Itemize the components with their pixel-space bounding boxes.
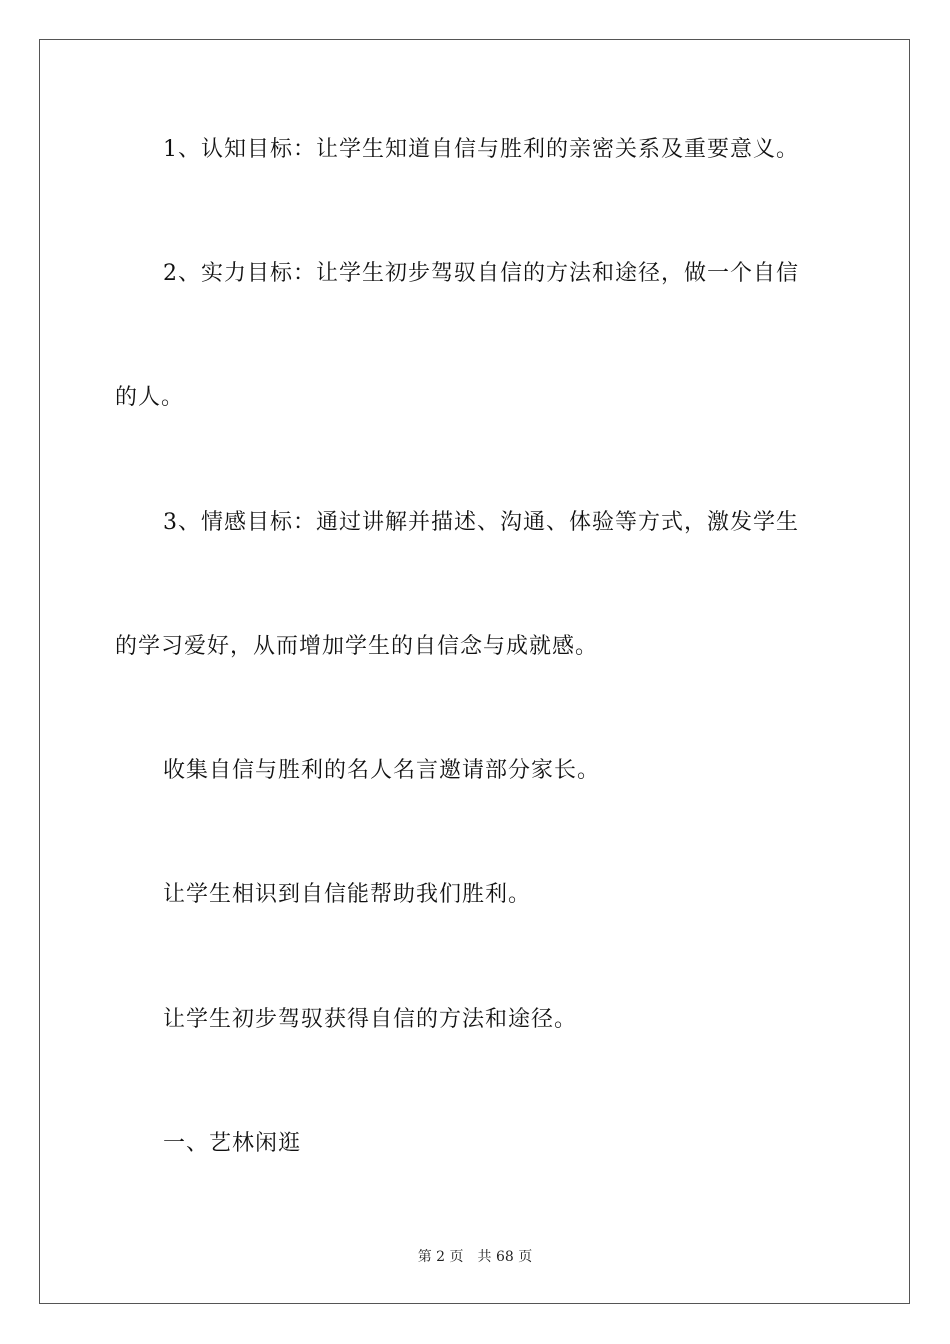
section-heading: 一、艺林闲逛	[163, 1131, 302, 1156]
paragraph-ability-goal: 2、实力目标：让学生初步驾驭自信的方法和途径，做一个自信	[163, 261, 799, 286]
paragraph-ability-goal-continued: 的人。	[115, 385, 185, 410]
paragraph-preparation: 收集自信与胜利的名人名言邀请部分家长。	[163, 758, 601, 783]
paragraph-awareness: 让学生相识到自信能帮助我们胜利。	[163, 882, 532, 907]
paragraph-cognitive-goal: 1、认知目标：让学生知道自信与胜利的亲密关系及重要意义。	[163, 137, 799, 162]
page-footer	[0, 1247, 950, 1267]
page-number: 第 2 页	[417, 1249, 464, 1265]
page-border	[39, 39, 910, 1304]
paragraph-emotion-goal: 3、情感目标：通过讲解并描述、沟通、体验等方式，激发学生	[163, 510, 799, 535]
paragraph-method: 让学生初步驾驭获得自信的方法和途径。	[163, 1007, 578, 1032]
paragraph-emotion-goal-continued: 的学习爱好，从而增加学生的自信念与成就感。	[115, 634, 599, 659]
page-total: 共 68 页	[477, 1249, 533, 1265]
